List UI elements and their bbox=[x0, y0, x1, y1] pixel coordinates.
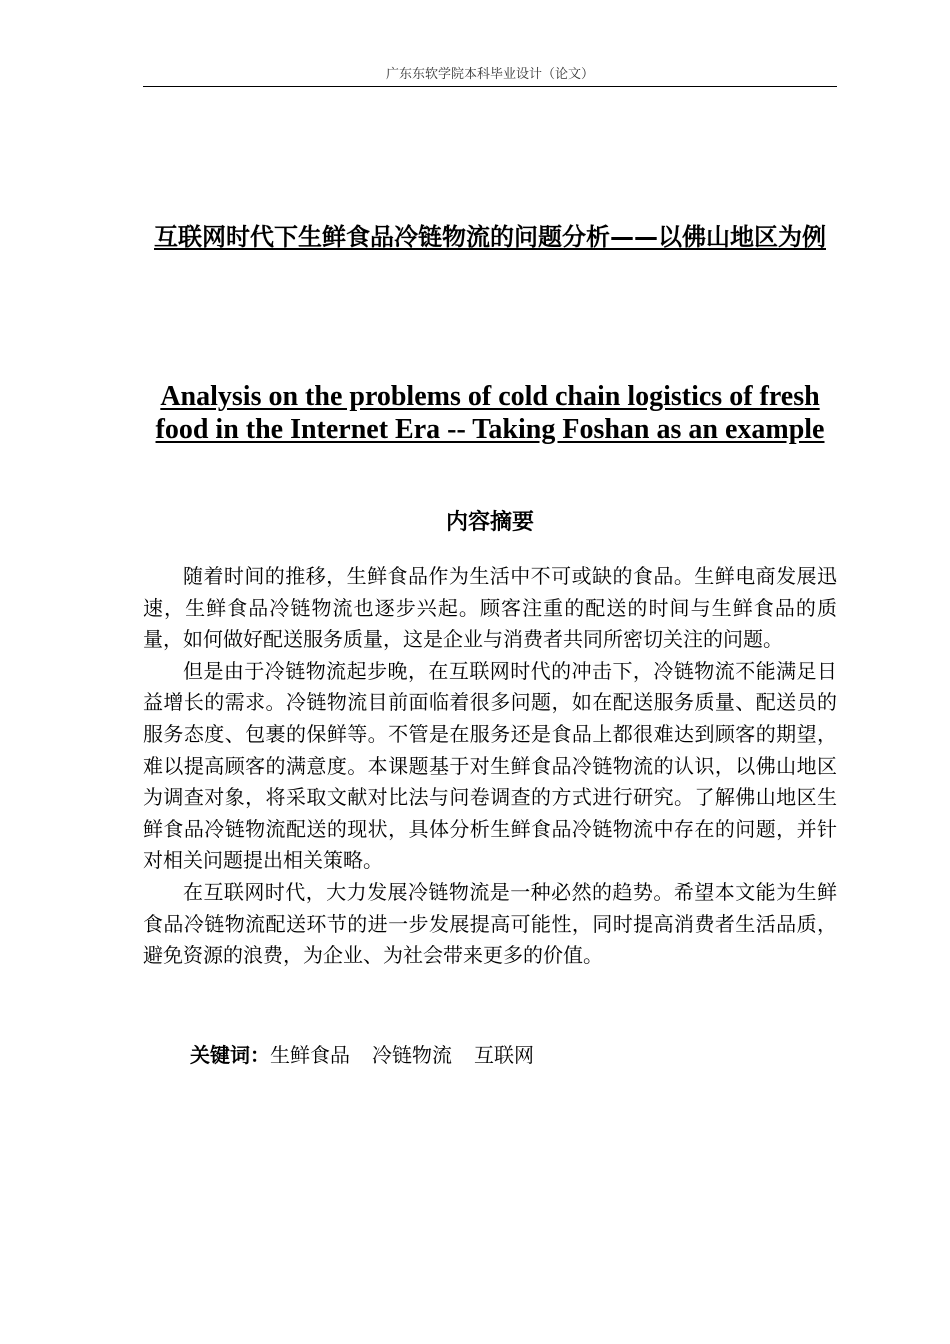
abstract-paragraph-1: 随着时间的推移，生鲜食品作为生活中不可或缺的食品。生鲜电商发展迅速，生鲜食品冷链物流也逐步兴起。顾客注重的配送的时间与生鲜食品的质量，如何做好配送服务质量，这是企业与消费者共同所密切关注的问题。 bbox=[143, 564, 837, 652]
abstract-paragraph-2: 但是由于冷链物流起步晚，在互联网时代的冲击下，冷链物流不能满足日益增长的需求。冷链物流目前面临着很多问题，如在配送服务质量、配送员的服务态度、包裹的保鲜等。不管是在服务还是食品上都很难达到顾客的期望，难以提高顾客的满意度。本课题基于对生鲜食品冷链物流的认识，以佛山地区为调查对象，将采取文献对比法与问卷调查的方式进行研究。了解佛山地区生鲜食品冷链物流配送的现状，具体分析生鲜食品冷链物流中存在的问题，并针对相关问题提出相关策略。 bbox=[143, 658, 837, 873]
keyword-item-3: 互联网 bbox=[474, 1043, 534, 1067]
keywords-label: 关键词： bbox=[190, 1043, 270, 1067]
chinese-title bbox=[143, 220, 837, 254]
abstract-heading: 内容摘要 bbox=[445, 510, 534, 535]
page-header: 广东东软学院本科毕业设计（论文） bbox=[143, 66, 837, 87]
chinese-title-text: 互联网时代下生鲜食品冷链物流的问题分析——以佛山地区为例 bbox=[154, 223, 826, 251]
english-title-text: Analysis on the problems of cold chain logistics of fresh food in the Internet Era -- Taking Foshan as an example bbox=[155, 381, 825, 445]
english-title bbox=[143, 380, 837, 446]
keyword-item-2: 冷链物流 bbox=[372, 1043, 452, 1067]
abstract-paragraph-3: 在互联网时代，大力发展冷链物流是一种必然的趋势。希望本文能为生鲜食品冷链物流配送环节的进一步发展提高可能性，同时提高消费者生活品质，避免资源的浪费，为企业、为社会带来更多的价值。 bbox=[143, 879, 837, 968]
keywords-line bbox=[190, 1040, 556, 1070]
abstract-body bbox=[143, 561, 837, 972]
keyword-item-1: 生鲜食品 bbox=[270, 1043, 350, 1067]
